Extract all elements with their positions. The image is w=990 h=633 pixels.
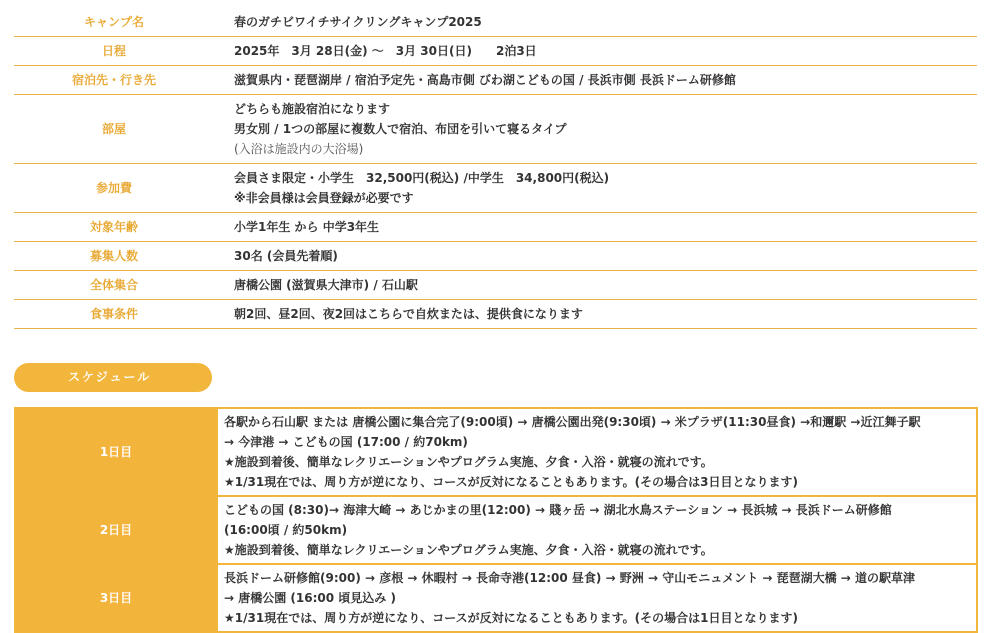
schedule-line: → 唐橋公園 (16:00 頃見込み )	[224, 591, 396, 605]
schedule-description	[217, 408, 977, 496]
schedule-line: ★施設到着後、簡単なレクリエーションやプログラム実施、夕食・入浴・就寝の流れです。	[224, 543, 713, 557]
info-value-line: 朝2回、昼2回、夜2回はこちらで自炊または、提供食になります	[234, 307, 583, 321]
info-value	[214, 37, 977, 66]
info-label: 参加費	[14, 164, 214, 213]
schedule-line: ★施設到着後、簡単なレクリエーションやプログラム実施、夕食・入浴・就寝の流れです。	[224, 455, 713, 469]
camp-info-table	[14, 8, 977, 329]
info-label: 部屋	[14, 95, 214, 164]
info-value-line: 春のガチビワイチサイクリングキャンプ2025	[234, 15, 482, 29]
info-row	[14, 66, 977, 95]
info-row	[14, 271, 977, 300]
schedule-line: (16:00頃 / 約50km)	[224, 523, 348, 537]
info-value	[214, 300, 977, 329]
schedule-description	[217, 564, 977, 632]
info-value-line: 男女別 / 1つの部屋に複数人で宿泊、布団を引いて寝るタイプ	[234, 122, 567, 136]
info-value-note: (入浴は施設内の大浴場)	[234, 142, 364, 156]
info-row	[14, 242, 977, 271]
info-value	[214, 8, 977, 37]
schedule-line: 長浜ドーム研修館(9:00) → 彦根 → 休暇村 → 長命寺港(12:00 昼食) → 野洲 → 守山モニュメント → 琵琶湖大橋 → 道の駅草津	[224, 571, 916, 585]
info-row	[14, 8, 977, 37]
schedule-day: 2日目	[15, 496, 217, 564]
info-value-line: 小学1年生 から 中学3年生	[234, 220, 380, 234]
info-value-line: 30名 (会員先着順)	[234, 249, 338, 263]
info-label: 宿泊先・行き先	[14, 66, 214, 95]
info-value-line: 唐橋公園 (滋賀県大津市) / 石山駅	[234, 278, 418, 292]
info-value	[214, 271, 977, 300]
info-label: キャンプ名	[14, 8, 214, 37]
schedule-row	[15, 408, 977, 496]
info-label: 募集人数	[14, 242, 214, 271]
schedule-day: 1日目	[15, 408, 217, 496]
info-label: 食事条件	[14, 300, 214, 329]
schedule-day: 3日目	[15, 564, 217, 632]
info-label: 全体集合	[14, 271, 214, 300]
schedule-line: → 今津港 → こどもの国 (17:00 / 約70km)	[224, 435, 468, 449]
info-value-line: 滋賀県内・琵琶湖岸 / 宿泊予定先・高島市側 びわ湖こどもの国 / 長浜市側 長浜ドーム研修館	[234, 73, 736, 87]
info-row	[14, 95, 977, 164]
info-row	[14, 300, 977, 329]
info-value	[214, 242, 977, 271]
info-value	[214, 164, 977, 213]
schedule-table	[14, 407, 978, 633]
info-value-line: 会員さま限定・小学生 32,500円(税込) /中学生 34,800円(税込)	[234, 171, 610, 185]
schedule-line: 各駅から石山駅 または 唐橋公園に集合完了(9:00頃) → 唐橋公園出発(9:30頃) → 米プラザ(11:30昼食) →和邇駅 →近江舞子駅	[224, 415, 921, 429]
schedule-description	[217, 496, 977, 564]
info-row	[14, 164, 977, 213]
schedule-row	[15, 564, 977, 632]
schedule-heading: スケジュール	[14, 363, 212, 392]
info-value-line: どちらも施設宿泊になります	[234, 102, 391, 116]
info-value	[214, 95, 977, 164]
info-row	[14, 37, 977, 66]
info-value	[214, 66, 977, 95]
info-label: 対象年齢	[14, 213, 214, 242]
schedule-line: ★1/31現在では、周り方が逆になり、コースが反対になることもあります。(その場合は3日目となります)	[224, 475, 798, 489]
info-row	[14, 213, 977, 242]
info-value	[214, 213, 977, 242]
info-label: 日程	[14, 37, 214, 66]
schedule-row	[15, 496, 977, 564]
info-value-line: 2025年 3月 28日(金) 〜 3月 30日(日) 2泊3日	[234, 44, 537, 58]
schedule-line: ★1/31現在では、周り方が逆になり、コースが反対になることもあります。(その場合は1日目となります)	[224, 611, 798, 625]
info-value-line: ※非会員様は会員登録が必要です	[234, 191, 414, 205]
schedule-line: こどもの国 (8:30)→ 海津大崎 → あじかまの里(12:00) → 賤ヶ岳 → 湖北水鳥ステーション → 長浜城 → 長浜ドーム研修館	[224, 503, 892, 517]
